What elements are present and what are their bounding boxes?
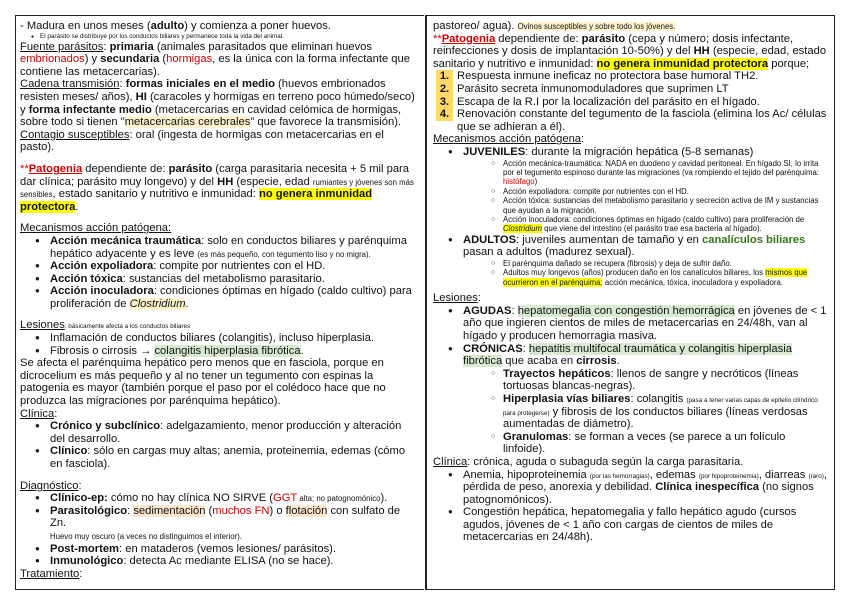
lesion-inflamacion: ● Inflamación de conductos biliares (colangitis), incluso hiperplasia.: [20, 332, 418, 345]
cadena-paragraph: Cadena transmisión: formas iniciales en el medio (huevos embrionados resisten meses/ años), HI (caracoles y hormigas en terreno poco húmedo/seco) y forma infectante medio (metacercarias en cavidad celómica de hormigas, sobre todo si tienen "metacercarias cerebrales" que favorece la transmisión).: [20, 78, 415, 129]
lesion-agudas: ● AGUDAS: hepatomegalia con congestión hemorrágica en jóvenes de < 1 año que ingieren cientos de miles de metacercarias en 24/48h, van al hígado y producen hemorragia masiva.: [433, 305, 828, 343]
reason-item: 4. Renovación constante del tegumento de la fasciola (elimina los Ac/ células que se adhieran a él).: [433, 108, 828, 133]
right-column: [426, 15, 835, 590]
juveniles-item: ● JUVENILES: durante la migración hepática (5-8 semanas) ○ Acción mecánica-traumática: NADA en duodeno y cavidad peritoneal. En hígado SI, lo irrita por el tegumento espinoso durante las migraciones (va rompiendo el tejido del parénquima: histófago) ○ Acción expoliadora: compite por nutrientes con el HD. ○ Acción tóxica: sustancias del metabolismo parasitario y secreción activa de IM y sustancias que ayudan a la migración. ○ Acción inoculadora: condiciones óptimas en hígado (caldo cultivo) para proliferación de Clostridium que viene del intestino (el parásito trae esa bacteria al hígado).: [433, 146, 828, 234]
right-clinica-paragraph: Clínica: crónica, aguda o subaguda según la carga parasitaria.: [433, 455, 744, 468]
left-column: [15, 15, 424, 590]
juv-toxica: ○ Acción tóxica: sustancias del metabolismo parasitario y secreción activa de IM y sustancias que ayudan a la migración.: [463, 196, 828, 215]
distribution-note: ● El parásito se distribuye por los conductos biliares y permanece toda la vida del animal.: [20, 33, 418, 41]
patogenia-paragraph: **Patogenia dependiente de: parásito (carga parasitaria necesita + 5 mil para dar clínica; parásito muy longevo) y del HH (especie, edad rumiantes y jóvenes son más sensibles, estado sanitario y nutritivo e inmunidad: no genera inmunidad protectora.: [20, 162, 414, 213]
mec-toxica: ● Acción tóxica: sustancias del metabolismo parasitario.: [20, 273, 418, 286]
diagnostico-heading: Diagnóstico:: [20, 479, 82, 492]
lesion-cronicas: ● CRÓNICAS: hepatitis multifocal traumática y colangitis hiperplasia fibrótica que acaba en cirrosis. ○ Trayectos hepáticos: llenos de sangre y necróticos (líneas tortuosas blancas-negras). ○ Hiperplasia vías biliares: colangitis (pasa a tener varias capas de epitelio cilíndrico para protegerse) y fibrosis de los conductos biliares (líneas verdosas aumentadas de diámetro). ○ Granulomas: se forman a veces (se parece a un folículo linfoide).: [433, 343, 828, 456]
adultos-item: ● ADULTOS: juveniles aumentan de tamaño y en canalículos biliares pasan a adultos (madurez sexual). ○ El parénquima dañado se recupera (fibrosis) y deja de sufrir daño. ○ Adultos muy longevos (años) producen daño en los canalículos biliares, los mismos que ocurrieron en el parénquima; acción mecánica, tóxica, inoculadora y expoliadora.: [433, 234, 828, 287]
tratamiento-heading: Tratamiento:: [20, 567, 83, 580]
reason-item: 3. Escapa de la R.I por la localización del parásito en el hígado.: [433, 96, 828, 109]
mec-inoculadora: ● Acción inoculadora: condiciones óptimas en hígado (caldo cultivo) para proliferación de Clostridium.: [20, 285, 418, 310]
reason-item: 1. Respuesta inmune ineficaz no protectora base humoral TH2.: [433, 70, 828, 83]
cronica-hiperplasia: ○ Hiperplasia vías biliares: colangitis (pasa a tener varias capas de epitelio cilíndrico para protegerse) y fibrosis de los conductos biliares (líneas verdosas aumentadas de diámetro).: [463, 393, 828, 431]
right-mecanismos-heading: Mecanismos acción patógena:: [433, 133, 585, 146]
diag-clinico-ep: ● Clínico-ep: cómo no hay clínica NO SIRVE (GGT alta; no patognomónico).: [20, 492, 418, 505]
mec-expoliadora: ● Acción expoliadora: compite por nutrientes con el HD.: [20, 260, 418, 273]
reasons-list: [433, 70, 828, 133]
juv-mecanica: ○ Acción mecánica-traumática: NADA en duodeno y cavidad peritoneal. En hígado SI, lo irrita por el tegumento espinoso durante las migraciones (va rompiendo el tejido del parénquima: histófago): [463, 159, 828, 187]
right-lesiones-heading: Lesiones:: [433, 292, 481, 305]
lesiones-paragraph: Se afecta el parénquima hepático pero menos que en fasciola, porque en dicrocelium es más pequeño y al no tener un tegumento con espinas la patogenia es mayor (también porque el paso por el colédoco hace que no produzca las migraciones por parénquima hepático).: [20, 357, 386, 408]
intro-line: - Madura en unos meses (adulto) y comienza a poner huevos.: [20, 20, 331, 32]
diag-parasitologico: ● Parasitológico: sedimentación (muchos FN) o flotación con sulfato de Zn. Huevo muy oscuro (a veces no distinguimos el interior).: [20, 505, 418, 543]
fuente-paragraph: Fuente parásitos: primaria (animales parasitados que eliminan huevos embrionados) y secundaria (hormigas, es la única con la forma infectante que contiene las metacercarias).: [20, 40, 410, 78]
diag-post-mortem: ● Post-mortem: en mataderos (vemos lesiones/ parásitos).: [20, 543, 418, 556]
adu-longevos: ○ Adultos muy longevos (años) producen daño en los canalículos biliares, los mismos que ocurrieron en el parénquima; acción mecánica, tóxica, inoculadora y expoliadora.: [463, 268, 828, 287]
cronica-trayectos: ○ Trayectos hepáticos: llenos de sangre y necróticos (líneas tortuosas blancas-negras).: [463, 368, 828, 393]
contagio-paragraph: Contagio susceptibles: oral (ingesta de hormigas con metacercarias en el pasto).: [20, 128, 384, 154]
clinica-cronico: ● Crónico y subclínico: adelgazamiento, menor producción y alteración del desarrollo.: [20, 420, 418, 445]
right-patogenia-paragraph: **Patogenia dependiente de: parásito (cepa y número; dosis infectante, reinfecciones y dosis de implantación 10-50%) y del HH (especie, edad, estado sanitario y nutritivo e inmunidad: no genera inmunidad protectora porque;: [433, 32, 827, 70]
juv-inoculadora: ○ Acción inoculadora: condiciones óptimas en hígado (caldo cultivo) para proliferación de Clostridium que viene del intestino (el parásito trae esa bacteria al hígado).: [463, 215, 828, 234]
diag-inmunologico: ● Inmunológico: detecta Ac mediante ELISA (no se hace).: [20, 555, 418, 568]
clinica-congestion: ● Congestión hepática, hepatomegalia y fallo hepático agudo (cursos agudos, jóvenes de < 1 año con cargas de cientos de miles de metacercarias en 24/48h).: [433, 506, 828, 544]
lesiones-heading: Lesiones: básicamente afecta a los conductos biliares: [20, 319, 191, 332]
mecanismos-heading: Mecanismos acción patógena:: [20, 222, 172, 235]
juv-expoliadora: ○ Acción expoliadora: compite por nutrientes con el HD.: [463, 187, 828, 196]
reason-item: 2. Parásito secreta inmunomoduladores que suprimen LT: [433, 83, 828, 96]
clinica-heading: Clínica:: [20, 407, 58, 420]
clinica-anemia: ● Anemia, hipoproteinemia (por las hemorragias), edemas (por hipoproteinemia), diarreas (raro), pérdida de peso, anorexia y debilidad. Clínica inespecífica (no signos patognomónicos).: [433, 469, 828, 507]
right-top-line: pastoreo/ agua). Ovinos susceptibles y sobre todo los jóvenes.: [433, 20, 676, 32]
clinica-clinico: ● Clínico: sólo en cargas muy altas; anemia, proteinemia, edemas (cómo en fasciola).: [20, 445, 418, 470]
adu-recupera: ○ El parénquima dañado se recupera (fibrosis) y deja de sufrir daño.: [463, 259, 828, 268]
lesion-fibrosis: ● Fibrosis o cirrosis → colangitis hiperplasia fibrótica.: [20, 345, 418, 358]
mec-mecanica: ● Acción mecánica traumática: solo en conductos biliares y parénquima hepático adyacente y es leve (es más pequeño, con tegumento liso y no migra).: [20, 235, 418, 260]
cronica-granulomas: ○ Granulomas: se forman a veces (se parece a un folículo linfoide).: [463, 431, 828, 456]
